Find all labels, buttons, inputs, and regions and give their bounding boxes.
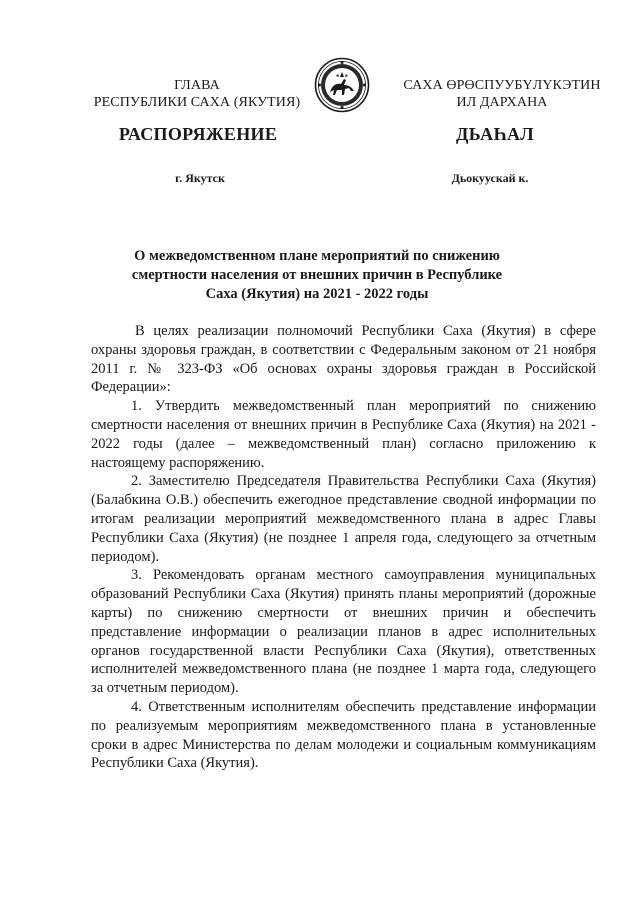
title-line3: Саха (Якутия) на 2021 - 2022 годы [205,286,429,302]
doc-type-right: ДЬАҺАЛ [456,124,534,144]
header-left-authority [62,77,332,111]
header-right-line2: ИЛ ДАРХАНА [456,95,548,110]
header-left-line2: РЕСПУБЛИКИ САХА (ЯКУТИЯ) [93,95,301,110]
city-left: г. Якутск [175,171,225,185]
header-left-line1: ГЛАВА [174,78,220,93]
city-right: Дьокуускай к. [451,171,529,185]
paragraph-preamble: В целях реализации полномочий Республики Саха (Якутия) в сфере охраны здоровья граждан, в соответствии с Федеральным законом от 21 ноября 2011 г. № 323-ФЗ «Об основах охраны здоровья граждан в Российской Федерации»: [91,323,596,396]
doc-type-left: РАСПОРЯЖЕНИЕ [118,124,278,144]
title-line2: смертности населения от внешних причин в Республике [131,267,503,283]
title-line1: О межведомственном плане мероприятий по снижению [134,248,500,264]
header-right-line1: САХА ӨРӨСПУУБҮЛҮКЭТИН [403,78,601,93]
header-right-authority [392,77,612,111]
paragraph-item-1: 1. Утвердить межведомственный план мероприятий по снижению смертности населения от внешних причин в Республике Саха (Якутия) на 2021 - 2022 годы (далее – межведомственный план) согласно приложению к настоящему распоряжению. [91,398,596,471]
paragraph-item-4: 4. Ответственным исполнителям обеспечить представление информации по реализуемым мероприятиям межведомственного плана в установленные сроки в адрес Министерства по делам молодежи и социальным коммуникациям Республики Саха (Якутия). [91,698,596,772]
document-body [91,322,596,773]
paragraph-item-2: 2. Заместителю Председателя Правительства Республики Саха (Якутия) (Балабкина О.В.) обеспечить ежегодное представление сводной информации по итогам реализации мероприятий межведомственного плана в адрес Главы Республики Саха (Якутия) (не позднее 1 апреля года, следующего за отчетным периодом). [91,473,596,565]
paragraph-item-3: 3. Рекомендовать органам местного самоуправления муниципальных образований Республики Саха (Якутия) принять планы мероприятий (дорожные карты) по снижению смертности от внешних причин и обеспечить представление информации о реализации планов в адрес исполнительных органов государственной власти Республики Саха (Якутия), ответственных исполнителей межведомственного плана (не позднее 1 марта года, следующего за отчетным периодом). [91,567,596,697]
coat-of-arms-emblem-icon [314,57,370,113]
document-title [118,247,516,304]
